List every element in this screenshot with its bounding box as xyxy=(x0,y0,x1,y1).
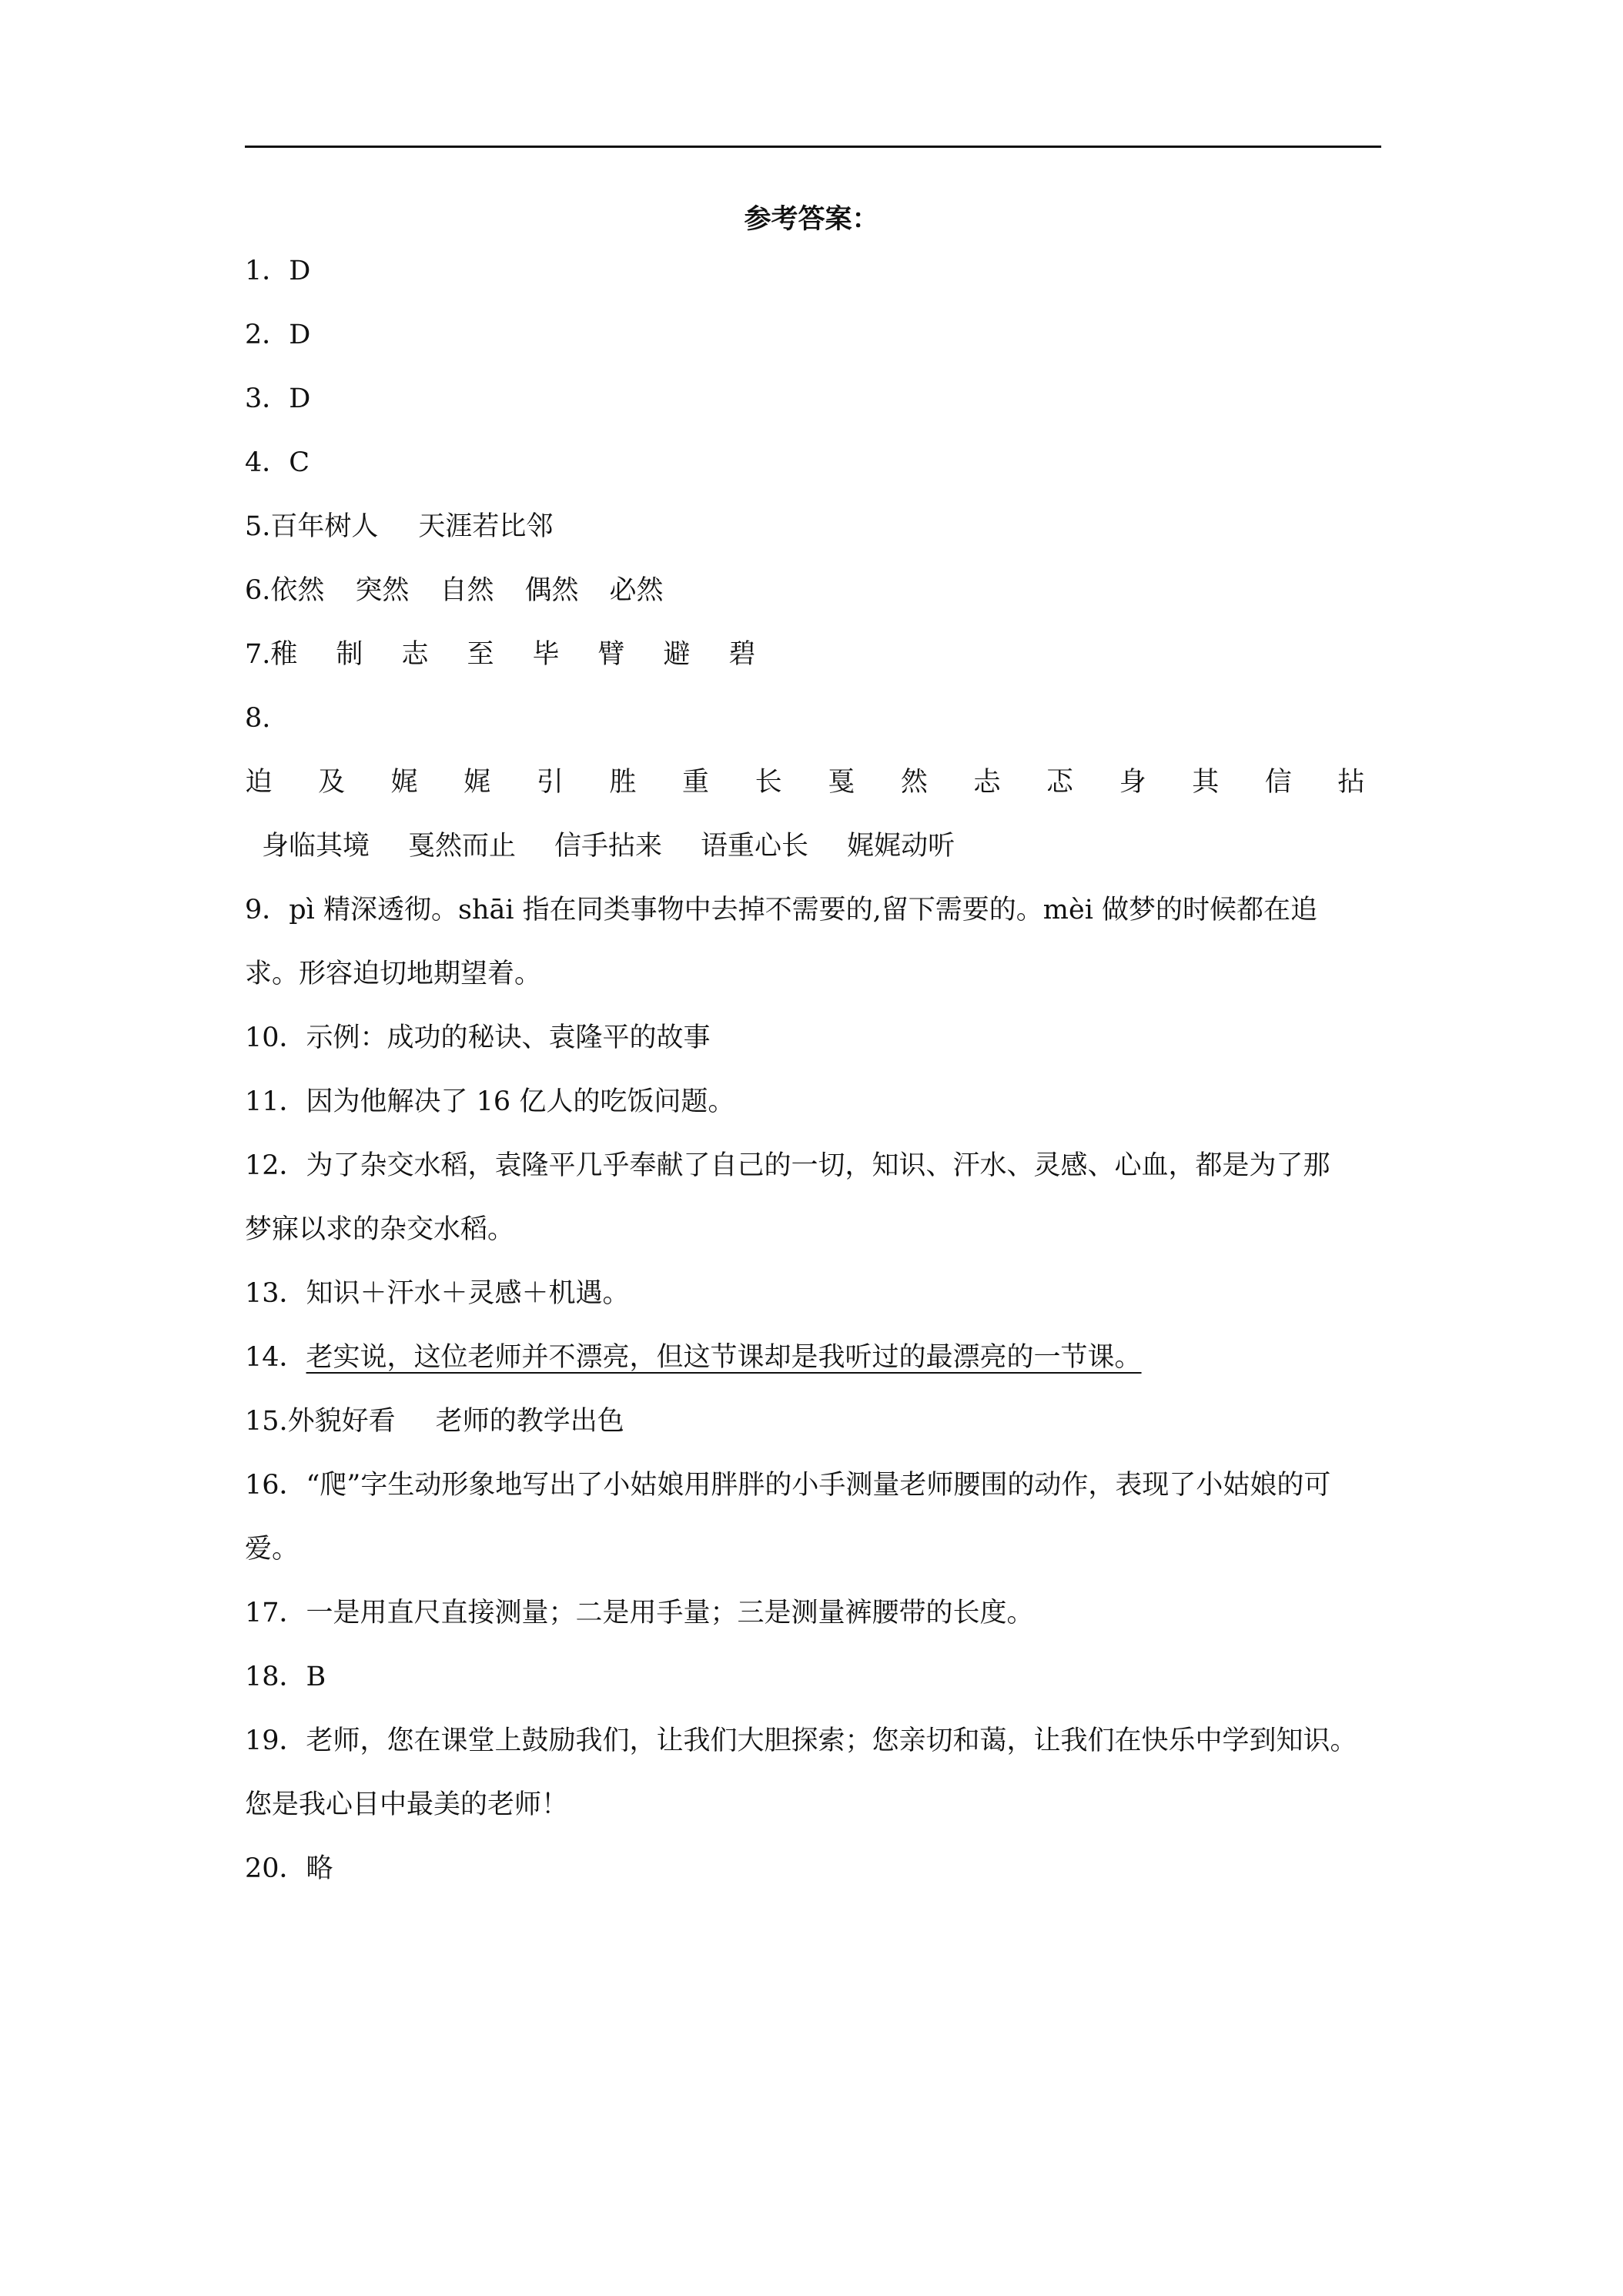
answer-number: 7. xyxy=(245,639,271,670)
answer-char: 及 xyxy=(318,767,346,798)
answer-4 xyxy=(245,440,1381,504)
answer-list xyxy=(245,248,1381,1909)
answer-14 xyxy=(245,1334,1381,1398)
answer-char: 胜 xyxy=(609,767,637,798)
answer-text: 18．B xyxy=(245,1662,326,1692)
answer-8-label xyxy=(245,695,1381,759)
answer-8-idioms xyxy=(245,823,1381,887)
answer-char: 拈 xyxy=(1337,767,1365,798)
answer-16-line-2 xyxy=(245,1526,1381,1590)
answer-15 xyxy=(245,1398,1381,1462)
answer-8-chars xyxy=(245,759,1381,823)
answer-word: 臂 xyxy=(597,639,625,670)
answer-word: 必然 xyxy=(609,575,664,606)
answer-2 xyxy=(245,312,1381,376)
answer-char: 娓 xyxy=(463,767,491,798)
answer-word: 稚 xyxy=(270,639,298,670)
answer-19-line-1 xyxy=(245,1718,1381,1782)
answer-text: 17．一是用直尺直接测量；二是用手量；三是测量裤腰带的长度。 xyxy=(245,1598,1034,1628)
page-title: 参考答案： xyxy=(744,203,879,235)
answer-text: 11．因为他解决了 16 亿人的吃饭问题。 xyxy=(245,1086,735,1117)
answer-12-line-2 xyxy=(245,1207,1381,1270)
answer-word: 外貌好看 xyxy=(287,1406,396,1437)
answer-word: 天涯若比邻 xyxy=(418,511,554,542)
answer-char: 其 xyxy=(1192,767,1220,798)
answer-1 xyxy=(245,248,1381,312)
answer-17 xyxy=(245,1590,1381,1654)
answer-12-line-1 xyxy=(245,1143,1381,1207)
answer-text: 3．D xyxy=(245,383,311,414)
answer-text: 4．C xyxy=(245,447,310,478)
answer-word: 制 xyxy=(336,639,363,670)
answer-idiom: 语重心长 xyxy=(701,831,809,862)
answer-char: 身 xyxy=(1119,767,1146,798)
answer-idiom: 娓娓动听 xyxy=(847,831,955,862)
answer-text: 16．“爬”字生动形象地写出了小姑娘用胖胖的小手测量老师腰围的动作，表现了小姑娘的可 xyxy=(245,1470,1331,1501)
answer-char: 迫 xyxy=(245,767,273,798)
answer-char: 戛 xyxy=(828,767,855,798)
answer-text: 9．pì 精深透彻。shāi 指在同类事物中去掉不需要的,留下需要的。mèi 做梦的时候都在追 xyxy=(245,895,1318,925)
answer-10 xyxy=(245,1015,1381,1079)
answer-word: 避 xyxy=(663,639,691,670)
header-rule xyxy=(245,146,1381,148)
answer-idiom: 信手拈来 xyxy=(554,831,663,862)
answer-word: 老师的教学出色 xyxy=(435,1406,624,1437)
answer-idiom: 身临其境 xyxy=(262,831,370,862)
answer-char: 忐 xyxy=(973,767,1001,798)
answer-number: 14． xyxy=(245,1342,306,1373)
answer-16-line-1 xyxy=(245,1462,1381,1526)
answer-7 xyxy=(245,631,1381,695)
answer-text: 求。形容迫切地期望着。 xyxy=(245,959,542,989)
answer-word: 依然 xyxy=(270,575,325,606)
answer-char: 引 xyxy=(536,767,564,798)
answer-word: 碧 xyxy=(728,639,756,670)
answer-text: 您是我心目中最美的老师！ xyxy=(245,1789,569,1820)
answer-word: 突然 xyxy=(355,575,410,606)
answer-char: 重 xyxy=(682,767,710,798)
answer-6 xyxy=(245,567,1381,631)
answer-19-line-2 xyxy=(245,1782,1381,1846)
answer-char: 信 xyxy=(1264,767,1292,798)
answer-word: 百年树人 xyxy=(270,511,379,542)
answer-text: 13．知识＋汗水＋灵感＋机遇。 xyxy=(245,1278,630,1309)
answer-text: 10．示例：成功的秘诀、袁隆平的故事 xyxy=(245,1022,711,1053)
answer-word: 毕 xyxy=(532,639,560,670)
answer-number: 15. xyxy=(245,1406,288,1437)
answer-word: 自然 xyxy=(440,575,494,606)
answer-word: 至 xyxy=(467,639,494,670)
answer-number: 8. xyxy=(245,703,271,734)
answer-9-line-2 xyxy=(245,951,1381,1015)
answer-11 xyxy=(245,1079,1381,1143)
answer-5 xyxy=(245,504,1381,567)
answer-text: 梦寐以求的杂交水稻。 xyxy=(245,1214,515,1245)
answer-word: 偶然 xyxy=(524,575,579,606)
underlined-sentence: 老实说，这位老师并不漂亮，但这节课却是我听过的最漂亮的一节课。 xyxy=(306,1342,1142,1373)
answer-text: 19．老师，您在课堂上鼓励我们，让我们大胆探索；您亲切和蔼，让我们在快乐中学到知识。 xyxy=(245,1725,1357,1756)
answer-number: 6. xyxy=(245,575,271,606)
answer-char: 然 xyxy=(900,767,928,798)
answer-text: 20．略 xyxy=(245,1853,333,1884)
answer-text: 爱。 xyxy=(245,1534,300,1565)
answer-text: 2．D xyxy=(245,320,311,350)
answer-text: 12．为了杂交水稻，袁隆平几乎奉献了自己的一切，知识、汗水、灵感、心血，都是为了那 xyxy=(245,1150,1330,1181)
answer-word: 志 xyxy=(401,639,429,670)
answer-idiom: 戛然而止 xyxy=(408,831,517,862)
answer-3 xyxy=(245,376,1381,440)
answer-char: 娓 xyxy=(390,767,418,798)
answer-18 xyxy=(245,1654,1381,1718)
answer-text: 1．D xyxy=(245,256,311,286)
answer-char: 忑 xyxy=(1046,767,1074,798)
answer-9-line-1 xyxy=(245,887,1381,951)
char-row xyxy=(245,759,1365,805)
answer-20 xyxy=(245,1846,1381,1909)
answer-13 xyxy=(245,1270,1381,1334)
answer-number: 5. xyxy=(245,511,271,542)
answer-char: 长 xyxy=(755,767,782,798)
